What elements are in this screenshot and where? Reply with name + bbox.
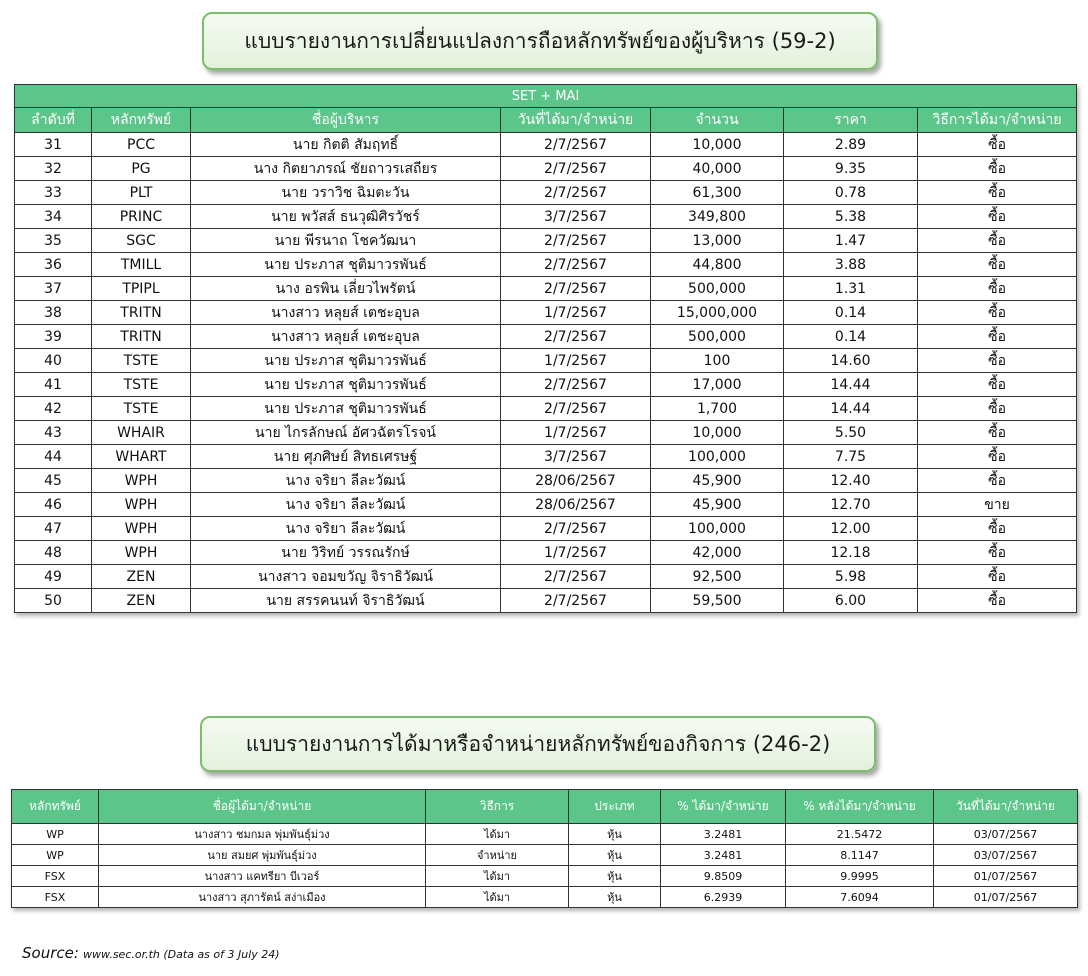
cell-price: 5.50 [784, 421, 918, 445]
cell-executive-name: นาย ประภาส ชุติมาวรพันธ์ [191, 349, 501, 373]
cell-symbol: WPH [92, 517, 191, 541]
cell-amount: 349,800 [651, 205, 784, 229]
cell-no: 50 [15, 589, 92, 613]
cell-amount: 17,000 [651, 373, 784, 397]
column-header-row [12, 790, 1078, 824]
source-label: Source: [22, 944, 79, 962]
cell-date: 2/7/2567 [501, 133, 651, 157]
cell-pct-change: 3.2481 [661, 824, 786, 845]
cell-symbol: ZEN [92, 565, 191, 589]
cell-date: 2/7/2567 [501, 373, 651, 397]
table-row [15, 445, 1077, 469]
cell-executive-name: นาย ประภาส ชุติมาวรพันธ์ [191, 253, 501, 277]
cell-amount: 92,500 [651, 565, 784, 589]
cell-price: 3.88 [784, 253, 918, 277]
col-header-pct-after: % หลังได้มา/จำหน่าย [786, 790, 934, 824]
cell-price: 5.98 [784, 565, 918, 589]
cell-executive-name: นาย วราวิช ฉิมตะวัน [191, 181, 501, 205]
table-row [15, 181, 1077, 205]
cell-executive-name: นาย ประภาส ชุติมาวรพันธ์ [191, 373, 501, 397]
cell-symbol: TMILL [92, 253, 191, 277]
cell-method: ซื้อ [918, 421, 1077, 445]
cell-method: ซื้อ [918, 397, 1077, 421]
cell-symbol: TRITN [92, 325, 191, 349]
cell-price: 12.18 [784, 541, 918, 565]
cell-symbol: TPIPL [92, 277, 191, 301]
cell-executive-name: นาง จริยา ลีละวัฒน์ [191, 469, 501, 493]
cell-no: 34 [15, 205, 92, 229]
cell-type: หุ้น [569, 887, 661, 908]
cell-no: 43 [15, 421, 92, 445]
cell-symbol: TRITN [92, 301, 191, 325]
cell-price: 6.00 [784, 589, 918, 613]
cell-amount: 40,000 [651, 157, 784, 181]
cell-amount: 10,000 [651, 133, 784, 157]
cell-date: 2/7/2567 [501, 157, 651, 181]
cell-date: 2/7/2567 [501, 229, 651, 253]
cell-acquirer-name: นางสาว ชมกมล พุ่มพันธุ์ม่วง [99, 824, 426, 845]
col-header-date: วันที่ได้มา/จำหน่าย [934, 790, 1078, 824]
cell-symbol: PCC [92, 133, 191, 157]
cell-symbol: TSTE [92, 373, 191, 397]
cell-date: 2/7/2567 [501, 253, 651, 277]
cell-date: 2/7/2567 [501, 517, 651, 541]
source-note [22, 944, 280, 962]
cell-method: ขาย [918, 493, 1077, 517]
cell-date: 2/7/2567 [501, 589, 651, 613]
cell-date: 01/07/2567 [934, 866, 1078, 887]
cell-no: 38 [15, 301, 92, 325]
cell-method: ซื้อ [918, 229, 1077, 253]
cell-method: ซื้อ [918, 541, 1077, 565]
table-row [15, 589, 1077, 613]
cell-executive-name: นาย ศุภศิษย์ สิทธเศรษฐ์ [191, 445, 501, 469]
cell-date: 3/7/2567 [501, 205, 651, 229]
cell-pct-change: 9.8509 [661, 866, 786, 887]
cell-no: 48 [15, 541, 92, 565]
cell-executive-name: นาย กิตติ สัมฤทธิ์ [191, 133, 501, 157]
table-row [15, 421, 1077, 445]
cell-type: หุ้น [569, 866, 661, 887]
table-row [12, 824, 1078, 845]
cell-price: 12.00 [784, 517, 918, 541]
cell-type: หุ้น [569, 845, 661, 866]
table-row [12, 866, 1078, 887]
cell-executive-name: นาย พวัสส์ ธนวุฒิศิรวัชร์ [191, 205, 501, 229]
cell-amount: 10,000 [651, 421, 784, 445]
cell-symbol: WP [12, 845, 99, 866]
cell-date: 1/7/2567 [501, 421, 651, 445]
cell-symbol: FSX [12, 866, 99, 887]
cell-symbol: SGC [92, 229, 191, 253]
cell-executive-name: นาย พีรนาถ โชควัฒนา [191, 229, 501, 253]
cell-symbol: WP [12, 824, 99, 845]
col-header-pct-change: % ได้มา/จำหน่าย [661, 790, 786, 824]
cell-pct-change: 6.2939 [661, 887, 786, 908]
table-row [15, 325, 1077, 349]
table-row [15, 397, 1077, 421]
col-header-price: ราคา [784, 108, 918, 133]
cell-no: 35 [15, 229, 92, 253]
executive-holdings-table [14, 84, 1077, 613]
col-header-method: วิธีการ [426, 790, 569, 824]
cell-date: 2/7/2567 [501, 277, 651, 301]
cell-executive-name: นาย สรรคนนท์ จิราธิวัฒน์ [191, 589, 501, 613]
cell-acquirer-name: นาย สมยศ พุ่มพันธุ์ม่วง [99, 845, 426, 866]
table-row [15, 493, 1077, 517]
cell-pct-change: 3.2481 [661, 845, 786, 866]
cell-symbol: WPH [92, 493, 191, 517]
table-row [15, 541, 1077, 565]
cell-method: ซื้อ [918, 349, 1077, 373]
cell-executive-name: นาย ไกรลักษณ์ อัศวฉัตรโรจน์ [191, 421, 501, 445]
col-header-amount: จำนวน [651, 108, 784, 133]
col-header-no: ลำดับที่ [15, 108, 92, 133]
cell-executive-name: นาง กิตยาภรณ์ ชัยถาวรเสถียร [191, 157, 501, 181]
cell-executive-name: นาง จริยา ลีละวัฒน์ [191, 517, 501, 541]
table-row [15, 373, 1077, 397]
cell-amount: 1,700 [651, 397, 784, 421]
table-row [15, 205, 1077, 229]
cell-amount: 44,800 [651, 253, 784, 277]
cell-date: 28/06/2567 [501, 469, 651, 493]
cell-price: 1.31 [784, 277, 918, 301]
cell-method: ซื้อ [918, 325, 1077, 349]
col-header-acquirer: ชื่อผู้ได้มา/จำหน่าย [99, 790, 426, 824]
cell-no: 47 [15, 517, 92, 541]
cell-symbol: WPH [92, 541, 191, 565]
cell-amount: 500,000 [651, 277, 784, 301]
cell-price: 14.44 [784, 397, 918, 421]
cell-method: ได้มา [426, 887, 569, 908]
cell-date: 1/7/2567 [501, 349, 651, 373]
report-246-2-title: แบบรายงานการได้มาหรือจำหน่ายหลักทรัพย์ของกิจการ (246-2) [200, 716, 876, 772]
cell-pct-after: 21.5472 [786, 824, 934, 845]
cell-date: 03/07/2567 [934, 845, 1078, 866]
cell-date: 1/7/2567 [501, 541, 651, 565]
cell-amount: 59,500 [651, 589, 784, 613]
col-header-type: ประเภท [569, 790, 661, 824]
cell-symbol: TSTE [92, 349, 191, 373]
cell-amount: 500,000 [651, 325, 784, 349]
cell-symbol: WPH [92, 469, 191, 493]
table-row [15, 133, 1077, 157]
cell-date: 2/7/2567 [501, 181, 651, 205]
cell-date: 1/7/2567 [501, 301, 651, 325]
cell-method: ได้มา [426, 866, 569, 887]
cell-amount: 42,000 [651, 541, 784, 565]
cell-amount: 100,000 [651, 517, 784, 541]
cell-pct-after: 8.1147 [786, 845, 934, 866]
cell-executive-name: นาง จริยา ลีละวัฒน์ [191, 493, 501, 517]
table-row [15, 301, 1077, 325]
cell-symbol: PG [92, 157, 191, 181]
cell-price: 0.14 [784, 325, 918, 349]
col-header-date: วันที่ได้มา/จำหน่าย [501, 108, 651, 133]
cell-pct-after: 9.9995 [786, 866, 934, 887]
cell-method: ซื้อ [918, 133, 1077, 157]
cell-date: 2/7/2567 [501, 325, 651, 349]
company-acquisition-table [11, 789, 1078, 908]
cell-no: 41 [15, 373, 92, 397]
cell-price: 9.35 [784, 157, 918, 181]
table-row [15, 277, 1077, 301]
cell-method: ซื้อ [918, 181, 1077, 205]
column-header-row [15, 108, 1077, 133]
cell-price: 5.38 [784, 205, 918, 229]
table-row [15, 469, 1077, 493]
cell-price: 12.40 [784, 469, 918, 493]
cell-no: 46 [15, 493, 92, 517]
table-row [15, 229, 1077, 253]
cell-no: 42 [15, 397, 92, 421]
cell-symbol: WHART [92, 445, 191, 469]
cell-symbol: PRINC [92, 205, 191, 229]
col-header-symbol: หลักทรัพย์ [92, 108, 191, 133]
cell-method: ซื้อ [918, 157, 1077, 181]
cell-method: ได้มา [426, 824, 569, 845]
cell-amount: 61,300 [651, 181, 784, 205]
table-row [15, 517, 1077, 541]
cell-pct-after: 7.6094 [786, 887, 934, 908]
cell-symbol: ZEN [92, 589, 191, 613]
cell-date: 01/07/2567 [934, 887, 1078, 908]
table-row [15, 565, 1077, 589]
cell-executive-name: นาย วิริทย์ วรรณรักษ์ [191, 541, 501, 565]
cell-acquirer-name: นางสาว สุภารัตน์ สง่าเมือง [99, 887, 426, 908]
cell-price: 7.75 [784, 445, 918, 469]
cell-amount: 15,000,000 [651, 301, 784, 325]
cell-no: 32 [15, 157, 92, 181]
cell-amount: 45,900 [651, 469, 784, 493]
cell-price: 0.14 [784, 301, 918, 325]
cell-price: 12.70 [784, 493, 918, 517]
cell-date: 2/7/2567 [501, 565, 651, 589]
source-text: www.sec.or.th (Data as of 3 July 24) [83, 948, 280, 961]
cell-method: ซื้อ [918, 517, 1077, 541]
cell-date: 2/7/2567 [501, 397, 651, 421]
cell-no: 44 [15, 445, 92, 469]
cell-price: 14.44 [784, 373, 918, 397]
cell-symbol: FSX [12, 887, 99, 908]
cell-type: หุ้น [569, 824, 661, 845]
cell-no: 49 [15, 565, 92, 589]
cell-symbol: WHAIR [92, 421, 191, 445]
cell-no: 45 [15, 469, 92, 493]
cell-executive-name: นาย ประภาส ชุติมาวรพันธ์ [191, 397, 501, 421]
cell-no: 36 [15, 253, 92, 277]
table-row [15, 253, 1077, 277]
cell-no: 37 [15, 277, 92, 301]
cell-amount: 100,000 [651, 445, 784, 469]
cell-no: 40 [15, 349, 92, 373]
cell-amount: 45,900 [651, 493, 784, 517]
cell-method: ซื้อ [918, 469, 1077, 493]
cell-executive-name: นางสาว จอมขวัญ จิราธิวัฒน์ [191, 565, 501, 589]
report-59-2-title: แบบรายงานการเปลี่ยนแปลงการถือหลักทรัพย์ของผู้บริหาร (59-2) [202, 12, 878, 70]
cell-amount: 100 [651, 349, 784, 373]
cell-date: 3/7/2567 [501, 445, 651, 469]
cell-no: 39 [15, 325, 92, 349]
cell-method: ซื้อ [918, 205, 1077, 229]
cell-method: ซื้อ [918, 373, 1077, 397]
cell-method: ซื้อ [918, 301, 1077, 325]
cell-price: 14.60 [784, 349, 918, 373]
cell-executive-name: นางสาว หลุยส์ เตชะอุบล [191, 301, 501, 325]
cell-method: ซื้อ [918, 277, 1077, 301]
cell-method: ซื้อ [918, 565, 1077, 589]
col-header-method: วิธีการได้มา/จำหน่าย [918, 108, 1077, 133]
cell-no: 31 [15, 133, 92, 157]
table-row [12, 845, 1078, 866]
cell-date: 28/06/2567 [501, 493, 651, 517]
table-row [15, 157, 1077, 181]
col-header-symbol: หลักทรัพย์ [12, 790, 99, 824]
cell-price: 1.47 [784, 229, 918, 253]
cell-method: ซื้อ [918, 445, 1077, 469]
cell-method: ซื้อ [918, 589, 1077, 613]
cell-method: ซื้อ [918, 253, 1077, 277]
cell-executive-name: นางสาว หลุยส์ เตชะอุบล [191, 325, 501, 349]
cell-symbol: TSTE [92, 397, 191, 421]
table-row [12, 887, 1078, 908]
cell-symbol: PLT [92, 181, 191, 205]
market-band-header: SET + MAI [15, 85, 1077, 108]
cell-no: 33 [15, 181, 92, 205]
cell-method: จำหน่าย [426, 845, 569, 866]
col-header-executive: ชื่อผู้บริหาร [191, 108, 501, 133]
cell-amount: 13,000 [651, 229, 784, 253]
cell-date: 03/07/2567 [934, 824, 1078, 845]
cell-executive-name: นาง อรพิน เลี่ยวไพรัตน์ [191, 277, 501, 301]
cell-price: 0.78 [784, 181, 918, 205]
cell-price: 2.89 [784, 133, 918, 157]
table-row [15, 349, 1077, 373]
cell-acquirer-name: นางสาว แคทรียา บีเวอร์ [99, 866, 426, 887]
